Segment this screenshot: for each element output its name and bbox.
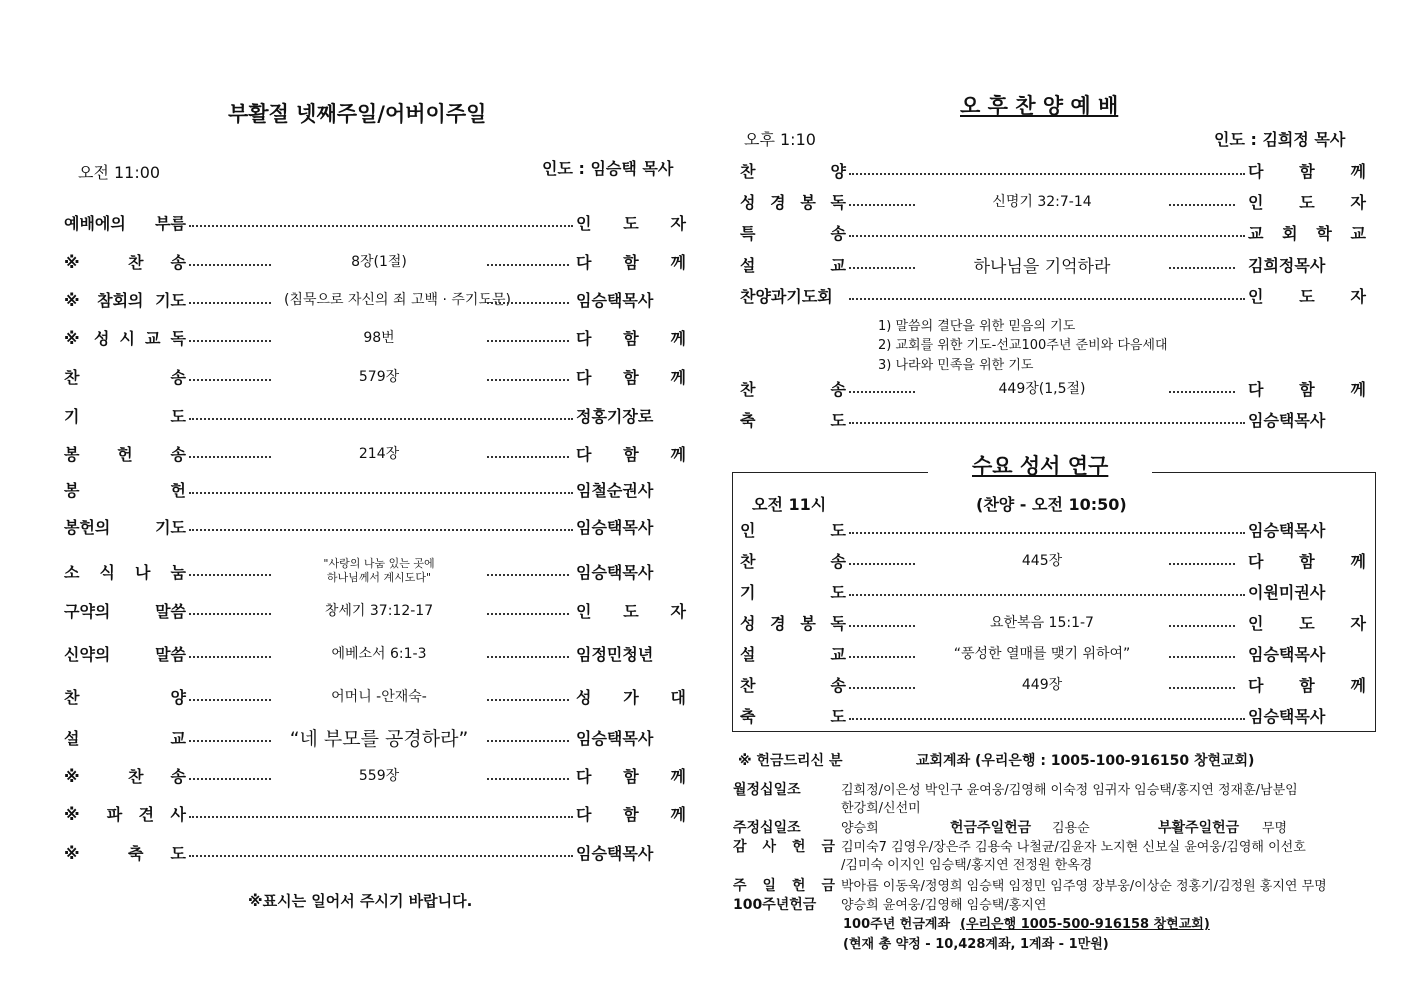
order-label: 예배에의 부름 (64, 213, 186, 233)
leader-dots (849, 625, 915, 627)
offering-names-sunday: 박아름 이동욱/정영희 임승택 임정민 임주영 장부웅/이상순 정홍기/김정원 홍지연 무명 (841, 879, 1327, 894)
order-person: 임승택목사 (1248, 644, 1326, 664)
leader-dots (189, 656, 271, 658)
leader-dots (189, 855, 573, 857)
order-row (64, 514, 686, 538)
order-row (740, 407, 1366, 431)
order-label: 찬 송 (740, 379, 846, 399)
order-detail: 어머니 -안재숙- (331, 689, 427, 705)
leader-dots (849, 298, 1245, 300)
leader-dots (849, 235, 1245, 237)
order-label: ※ 찬 송 (64, 766, 186, 786)
order-label: 인 도 (740, 520, 846, 540)
order-label: 성 경 봉 독 (740, 613, 846, 633)
order-label: 축 도 (740, 410, 846, 430)
leader-dots (487, 699, 569, 701)
leader-dots (189, 492, 573, 494)
leader-dots (849, 594, 1245, 596)
order-label: 찬 양 (64, 687, 186, 707)
order-row (64, 725, 686, 749)
order-row (740, 189, 1366, 213)
prayer-topic-1: 1) 말씀의 결단을 위한 믿음의 기도 (878, 319, 1076, 334)
offering-label-thanks: 감 사 헌 금 (733, 839, 835, 855)
order-person: 임승택목사 (1248, 520, 1326, 540)
order-row (740, 703, 1366, 727)
wednesday-title: 수요 성서 연구 (928, 450, 1152, 480)
order-detail: 559장 (358, 768, 400, 784)
prayer-topic-3: 3) 나라와 민족을 위한 기도 (878, 358, 1034, 373)
leader-dots (487, 574, 569, 576)
offering-label-weekly-tithe: 주정십일조 (733, 820, 801, 836)
order-detail: 214장 (358, 446, 400, 462)
order-person: 인 도 자 (576, 601, 686, 621)
order-row (64, 325, 686, 349)
order-label: 찬 송 (740, 675, 846, 695)
leader-dots (849, 656, 915, 658)
order-label: 설 교 (64, 728, 186, 748)
order-person: 임철순권사 (576, 480, 654, 500)
order-row (64, 477, 686, 501)
order-person: 임승택목사 (576, 290, 654, 310)
leader-dots (189, 778, 271, 780)
order-row (64, 801, 686, 825)
leader-dots (487, 264, 569, 266)
leader-dots (849, 532, 1245, 534)
leader-dots (1169, 267, 1235, 269)
order-row (740, 376, 1366, 400)
leader-dots (1169, 391, 1235, 393)
morning-leader: 인도 : 임승택 목사 (542, 159, 674, 178)
leader-dots (849, 563, 915, 565)
offering-label-sunday: 주 일 헌 금 (733, 878, 835, 894)
leader-dots (1169, 687, 1235, 689)
order-row (740, 220, 1366, 244)
order-person: 다 함 께 (576, 804, 686, 824)
order-row (64, 763, 686, 787)
order-row (64, 441, 686, 465)
afternoon-leader: 인도 : 김희정 목사 (1214, 130, 1346, 149)
order-detail (274, 557, 484, 585)
order-detail-line: "사랑의 나눔 있는 곳에 (323, 557, 435, 570)
order-row (64, 249, 686, 273)
offering-names-centennial: 양승희 윤여웅/김영해 임승택/홍지연 (841, 898, 1047, 913)
leader-dots (849, 173, 1245, 175)
offering-names-easter: 김용순 (1052, 821, 1090, 836)
order-person: 임승택목사 (576, 843, 654, 863)
order-row (64, 840, 686, 864)
order-person: 임승택목사 (576, 728, 654, 748)
offering-header: ※ 헌금드리신 분 (738, 753, 843, 769)
order-person: 교 회 학 교 (1248, 223, 1366, 243)
leader-dots (1169, 204, 1235, 206)
leader-dots (849, 267, 915, 269)
order-label: 설 교 (740, 255, 846, 275)
offering-names-resurrection: 무명 (1262, 821, 1288, 836)
order-detail: (침묵으로 자신의 죄 고백 · 주기도문) (284, 292, 511, 308)
order-label: ※ 축 도 (64, 843, 186, 863)
order-person: 다 함 께 (576, 367, 686, 387)
order-detail: 445장 (1021, 553, 1063, 569)
order-label: ※ 성 시 교 독 (64, 328, 186, 348)
leader-dots (189, 418, 573, 420)
order-label: ※ 찬 송 (64, 252, 186, 272)
offering-label-centennial: 100주년헌금 (733, 897, 817, 913)
order-row (740, 610, 1366, 634)
leader-dots (487, 340, 569, 342)
order-label: 봉헌의 기도 (64, 517, 186, 537)
order-person: 다 함 께 (576, 252, 686, 272)
order-row (740, 252, 1366, 276)
order-label: 기 도 (740, 582, 846, 602)
order-person: 임승택목사 (1248, 706, 1326, 726)
leader-dots (189, 225, 573, 227)
order-person: 인 도 자 (1248, 613, 1366, 633)
order-row (740, 517, 1366, 541)
order-row (64, 210, 686, 234)
offering-label-easter: 헌금주일헌금 (950, 820, 1032, 836)
leader-dots (487, 302, 569, 304)
leader-dots (189, 529, 573, 531)
order-row (740, 641, 1366, 665)
offering-names-thanks-cont: /김미숙 이지인 임승택/홍지연 전정원 한옥경 (841, 858, 1093, 873)
leader-dots (487, 778, 569, 780)
order-person: 다 함 께 (1248, 379, 1366, 399)
leader-dots (189, 379, 271, 381)
leader-dots (849, 391, 915, 393)
leader-dots (1169, 656, 1235, 658)
order-label: 특 송 (740, 223, 846, 243)
leader-dots (189, 699, 271, 701)
order-label: ※ 참회의 기도 (64, 290, 186, 310)
order-person: 다 함 께 (576, 444, 686, 464)
order-detail: 98번 (363, 330, 395, 346)
order-person: 다 함 께 (1248, 551, 1366, 571)
order-person: 김희정목사 (1248, 255, 1326, 275)
church-account: 교회계좌 (우리은행 : 1005-100-916150 창현교회) (916, 753, 1255, 769)
leader-dots (189, 740, 271, 742)
order-detail: 에베소서 6:1-3 (331, 646, 427, 662)
order-person: 정홍기장로 (576, 406, 654, 426)
order-row (64, 403, 686, 427)
order-detail: “풍성한 열매를 맺기 위하여” (953, 646, 1131, 662)
order-label: 봉 헌 송 (64, 444, 186, 464)
order-row (64, 598, 686, 622)
order-row (64, 287, 686, 311)
order-detail: “네 부모를 공경하라” (289, 727, 469, 750)
order-label: 찬 송 (740, 551, 846, 571)
leader-dots (487, 656, 569, 658)
order-detail: 창세기 37:12-17 (324, 603, 434, 619)
wednesday-time: 오전 11시 (752, 495, 827, 514)
order-person: 이원미권사 (1248, 582, 1326, 602)
order-label: 찬양과기도회 (740, 286, 833, 306)
order-person: 인 도 자 (1248, 286, 1366, 306)
leader-dots (1169, 625, 1235, 627)
order-person: 다 함 께 (1248, 161, 1366, 181)
standing-note: ※표시는 일어서 주시기 바랍니다. (248, 892, 473, 910)
order-detail: 8장(1절) (351, 254, 407, 270)
order-person: 임정민청년 (576, 644, 654, 664)
order-detail: 신명기 32:7-14 (992, 194, 1092, 210)
order-detail: 449장(1,5절) (998, 381, 1086, 397)
leader-dots (487, 740, 569, 742)
leader-dots (487, 379, 569, 381)
order-person: 인 도 자 (576, 213, 686, 233)
leader-dots (189, 264, 271, 266)
afternoon-title: 오 후 찬 양 예 배 (960, 94, 1119, 118)
order-row (64, 641, 686, 665)
order-label: 축 도 (740, 706, 846, 726)
wednesday-praise-time: (찬양 - 오전 10:50) (976, 495, 1127, 514)
morning-time: 오전 11:00 (78, 163, 161, 182)
order-row (740, 283, 1366, 307)
leader-dots (849, 687, 915, 689)
order-detail: 449장 (1021, 677, 1063, 693)
leader-dots (487, 456, 569, 458)
order-person: 임승택목사 (576, 517, 654, 537)
offering-label-resurrection: 부활주일헌금 (1158, 820, 1240, 836)
order-row (64, 554, 686, 588)
afternoon-time: 오후 1:10 (744, 130, 816, 149)
order-label: ※ 파 견 사 (64, 804, 186, 824)
leader-dots (189, 302, 271, 304)
offering-names-monthly-tithe: 김희정/이은성 박인구 윤여웅/김영해 이숙정 임귀자 임승택/홍지연 정재훈/남분임 (841, 783, 1298, 798)
order-row (740, 548, 1366, 572)
leader-dots (189, 574, 271, 576)
leader-dots (189, 456, 271, 458)
order-label: 신약의 말씀 (64, 644, 186, 664)
order-label: 찬 송 (64, 367, 186, 387)
pledge-status: (현재 총 약정 - 10,428계좌, 1계좌 - 1만원) (843, 937, 1109, 952)
centennial-account: (우리은행 1005-500-916158 창현교회) (960, 917, 1210, 932)
leader-dots (849, 204, 915, 206)
leader-dots (189, 340, 271, 342)
order-label: 소 식 나 눔 (64, 562, 186, 582)
order-person: 다 함 께 (1248, 675, 1366, 695)
order-row (64, 364, 686, 388)
leader-dots (189, 613, 271, 615)
order-label: 구약의 말씀 (64, 601, 186, 621)
leader-dots (189, 816, 573, 818)
order-label: 찬 양 (740, 161, 846, 181)
offering-names-monthly-tithe-cont: 한강희/신선미 (841, 801, 921, 816)
order-person: 임승택목사 (576, 562, 654, 582)
order-detail: 요한복음 15:1-7 (990, 615, 1094, 631)
order-row (740, 158, 1366, 182)
order-label: 기 도 (64, 406, 186, 426)
offering-names-weekly-tithe: 양승희 (841, 821, 879, 836)
order-person: 임승택목사 (1248, 410, 1326, 430)
offering-names-thanks: 김미숙7 김영우/장은주 김용숙 나철균/김윤자 노지현 신보실 윤여웅/김영해 이선호 (841, 840, 1306, 855)
order-row (64, 684, 686, 708)
order-row (740, 579, 1366, 603)
leader-dots (849, 422, 1245, 424)
leader-dots (849, 718, 1245, 720)
order-label: 성 경 봉 독 (740, 192, 846, 212)
order-person: 다 함 께 (576, 328, 686, 348)
order-person: 성 가 대 (576, 687, 686, 707)
order-detail: 하나님을 기억하라 (973, 256, 1111, 277)
centennial-account-label: 100주년 헌금계좌 (843, 917, 951, 932)
leader-dots (487, 613, 569, 615)
order-detail: 579장 (358, 369, 400, 385)
order-label: 설 교 (740, 644, 846, 664)
morning-title: 부활절 넷째주일/어버이주일 (228, 102, 487, 126)
order-detail-line: 하나님께서 계시도다" (326, 571, 432, 584)
leader-dots (1169, 563, 1235, 565)
order-person: 다 함 께 (576, 766, 686, 786)
prayer-topic-2: 2) 교회를 위한 기도-선교100주년 준비와 다음세대 (878, 338, 1168, 353)
order-label: 봉 헌 (64, 480, 186, 500)
order-row (740, 672, 1366, 696)
offering-label-monthly-tithe: 월정십일조 (733, 782, 801, 798)
order-person: 인 도 자 (1248, 192, 1366, 212)
